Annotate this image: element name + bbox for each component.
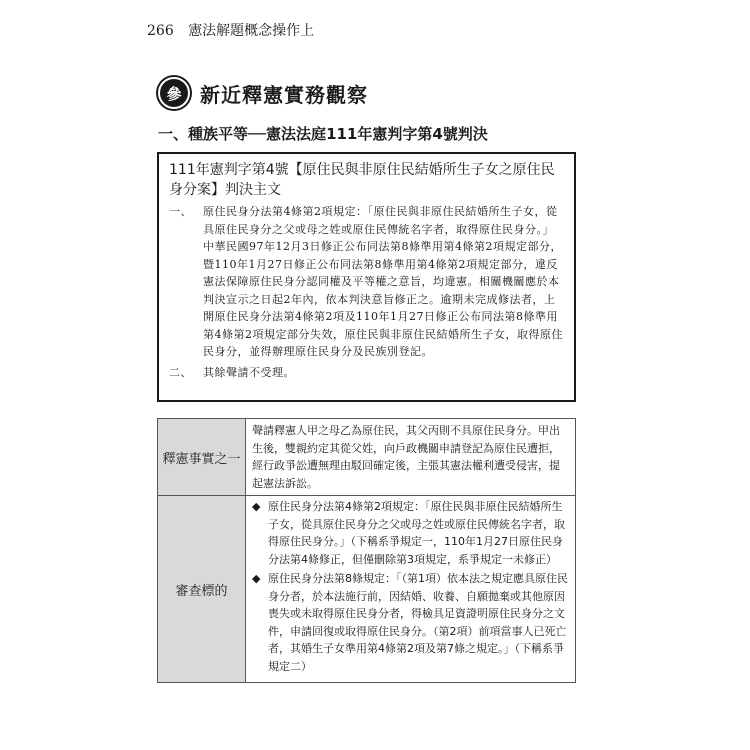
page-number: 266 — [147, 23, 174, 39]
running-header — [147, 20, 314, 40]
ruling-item-marker: 一、 — [169, 205, 192, 218]
case-table — [157, 418, 576, 683]
list-item — [252, 498, 569, 568]
ruling-box — [157, 152, 576, 402]
section-heading — [158, 77, 368, 109]
book-title: 憲法解題概念操作上 — [188, 23, 315, 39]
list-item — [252, 570, 569, 675]
ruling-item — [169, 203, 564, 361]
section-badge-icon: 參 — [158, 77, 190, 109]
row-content: 聲請釋憲人甲之母乙為原住民，其父丙則不具原住民身分。甲出生後，雙親約定其從父姓，向戶政機關申請登記為原住民遭拒，經行政爭訟遭無理由駁回確定後，主張其憲法權利遭受侵害，提起憲法訴訟。 — [246, 419, 576, 496]
ruling-item-text: 其餘聲請不受理。 — [203, 365, 295, 379]
bullet-text: 原住民身分法第4條第2項規定：「原住民與非原住民結婚所生子女，從具原住民身分之父或母之姓或原住民傳統名字者，取得原住民身分。」（下稱系爭規定一，110年1月27日原住民身分法第4條修正，但僅刪除第3項規定，系爭規定一未修正） — [268, 500, 565, 566]
ruling-box-title: 111年憲判字第4號【原住民與非原住民結婚所生子女之原住民身分案】判決主文 — [169, 162, 555, 198]
subsection-title: 一、種族平等──憲法法庭111年憲判字第4號判決 — [158, 125, 488, 143]
diamond-bullet-icon: ◆ — [252, 500, 261, 513]
row-label: 審查標的 — [158, 496, 246, 683]
table-row — [158, 496, 576, 683]
diamond-bullet-icon: ◆ — [252, 572, 261, 585]
ruling-item-marker: 二、 — [169, 365, 192, 379]
table-row — [158, 419, 576, 496]
row-label: 釋憲事實之一 — [158, 419, 246, 496]
row-content — [246, 496, 576, 683]
ruling-item-text: 原住民身分法第4條第2項規定：「原住民與非原住民結婚所生子女，從具原住民身分之父或母之姓或原住民傳統名字者，取得原住民身分。」中華民國97年12月3日修正公布同法第8條準用第4條第2項規定部分，暨110年1月27日修正公布同法第8條準用第4條第2項規定部分，違反憲法保障原住民身分認同權及平等權之意旨，均違憲。相關機關應於本判決宣示之日起2年內，依本判決意旨修正之。逾期未完成修法者，上開原住民身分法第4條第2項及110年1月27日修正公布同法第8條準用第4條第2項規定部分失效，原住民與非原住民結婚所生子女，取得原住民身分，並得辦理原住民身分及民族別登記。 — [203, 205, 563, 358]
ruling-item — [169, 364, 564, 382]
section-title: 新近釋憲實務觀察 — [200, 82, 368, 107]
bullet-text: 原住民身分法第8條規定：「（第1項）依本法之規定應具原住民身分者，於本法施行前，因結婚、收養、自願拋棄或其他原因喪失或未取得原住民身分者，得檢具足資證明原住民身分之文件，申請回復或取得原住民身分。（第2項）前項當事人已死亡者，其婚生子女準用第4條第2項及第7條之規定。」（下稱系爭規定二） — [268, 572, 568, 673]
